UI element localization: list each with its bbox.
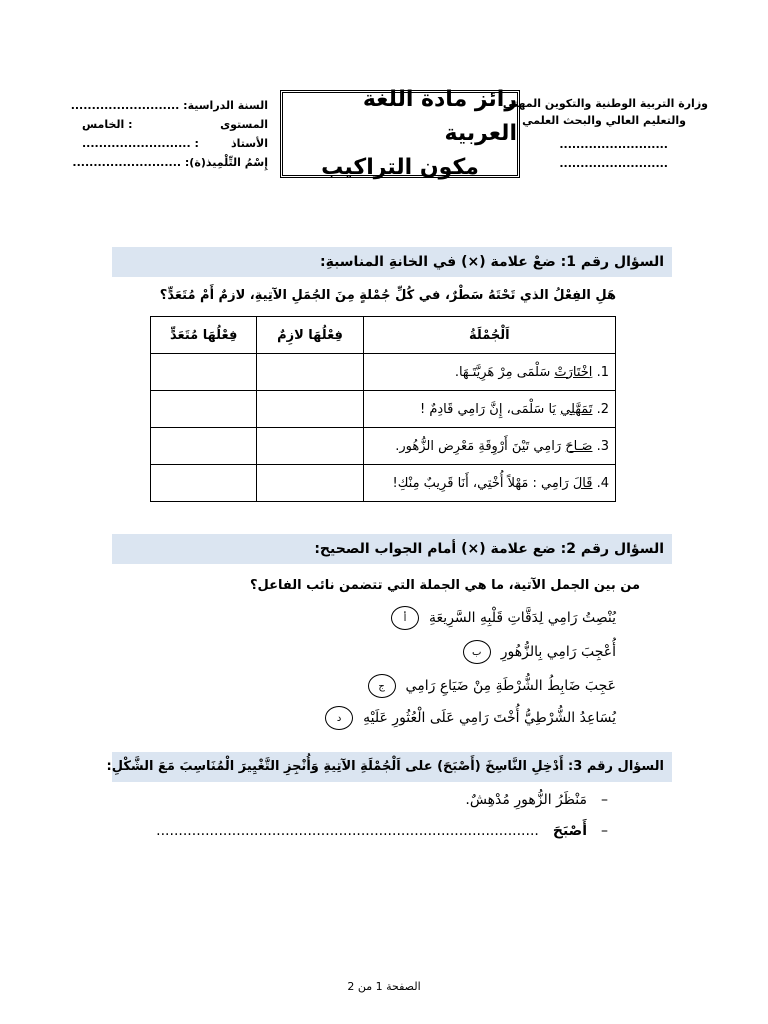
option-text: يُسَاعِدُ الشُّرْطِيُّ أُخْتَ رَامِي عَلَى الْعُثُورِ عَلَيْهِ: [363, 710, 616, 726]
field-label: المستوى: [220, 118, 268, 131]
q1-prompt: هَلِ الفِعْلُ الذي تَحْتَهُ سَطْرٌ، في كُلِّ جُمْلةٍ مِنَ الجُمَلِ الآتِيةِ، لازمٌ أَمْ مُتَعَدٍّ؟: [159, 288, 616, 303]
option-circle[interactable]: د: [325, 706, 353, 730]
field-value: : ..........................: [82, 137, 199, 150]
row-number: 1.: [596, 364, 609, 380]
option-circle[interactable]: ج: [368, 674, 396, 698]
table-row: [151, 428, 616, 465]
q2-prompt: من بين الجمل الآتية، ما هي الجملة التي تتضمن نائب الفاعل؟: [250, 578, 640, 593]
intransitive-checkbox-cell[interactable]: [257, 391, 363, 428]
q3-sentence: مَنْظَرُ الزُّهورِ مُدْهِشٌ.: [465, 792, 587, 808]
q2-option-a[interactable]: [391, 603, 616, 633]
sentence-cell: [363, 391, 615, 428]
row-number: 3.: [596, 438, 609, 454]
header-fields: [70, 98, 268, 171]
row-number: 2.: [596, 401, 609, 417]
q3-answer-label: أَصْبَحَ: [552, 823, 587, 839]
title-line-1: رائز مادة اللغة العربية: [362, 87, 517, 146]
sentence-cell: [363, 354, 615, 391]
q3-answer-line: [156, 823, 608, 839]
transitive-checkbox-cell[interactable]: [151, 354, 257, 391]
field-value: : ..........................: [70, 99, 188, 112]
col-sentence: اَلْجُمْلَةُ: [363, 317, 615, 354]
intransitive-checkbox-cell[interactable]: [257, 354, 363, 391]
table-row: [151, 465, 616, 502]
ministry-line-1: وزارة التربية الوطنية والتكوين المهني: [502, 97, 708, 110]
sentence-cell: [363, 465, 615, 502]
sentence-rest: يَا سَلْمَى، إِنَّ رَامِي قَادِمٌ !: [419, 401, 561, 417]
underlined-verb: قَالَ: [572, 475, 593, 491]
ministry-dots-2: ..........................: [559, 157, 668, 170]
underlined-verb: اِخْتَارَتْ: [554, 364, 593, 380]
title-line-2: مكون التراكيب: [321, 155, 479, 180]
ministry-dots-1: ..........................: [559, 138, 668, 151]
table-row: [151, 354, 616, 391]
field-label: الأستاذ: [230, 137, 268, 150]
field-level: [82, 117, 268, 133]
transitive-checkbox-cell[interactable]: [151, 391, 257, 428]
option-text: عَجِبَ ضَابِطُ الشُّرْطَةِ مِنْ ضَيَاعِ رَامِي: [405, 678, 616, 694]
q1-heading: السؤال رقم 1: ضعْ علامة (×) في الخانةِ المناسبةِ:: [112, 247, 672, 277]
field-label: إِسْمُ التِّلْمِيذ(ة): [189, 156, 268, 169]
option-text: يُنْصِتُ رَامِي لِدَقَّاتِ قَلْبِهِ السَّرِيعَةِ: [429, 610, 616, 626]
sentence-rest: رَامِي : مَهْلاً أُخْتِي، أَنَا قَرِيبٌ مِنْكِ!: [392, 475, 573, 491]
transitive-checkbox-cell[interactable]: [151, 428, 257, 465]
q2-option-c[interactable]: [368, 671, 616, 701]
field-teacher: [82, 136, 268, 152]
q2-option-b[interactable]: [463, 637, 616, 667]
q3-heading: السؤال رقم 3: أَدْخِلِ النَّاسِخَ (أَصْبَحَ) على اَلْجُمْلَةِ الآتِيةِ وَأُنْجِزِ التَّغْيِيرَ الْمُنَاسِبَ مَعَ الشَّكْلِ:: [112, 752, 672, 782]
sentence-cell: [363, 428, 615, 465]
q2-option-d[interactable]: [325, 703, 616, 733]
sentence-rest: رَامِي تَيْنَ أَرْوِقَةِ مَعْرِض الزُّهُور.: [395, 438, 566, 454]
field-value: : الخامس: [82, 118, 133, 131]
dash: –: [601, 792, 608, 808]
option-circle[interactable]: ب: [463, 640, 491, 664]
q1-table: [150, 316, 616, 502]
q3-answer-field[interactable]: ......................................................................................: [156, 823, 539, 839]
intransitive-checkbox-cell[interactable]: [257, 428, 363, 465]
title-box: [280, 87, 520, 180]
underlined-verb: صَـاحَ: [565, 438, 593, 454]
option-circle[interactable]: أ: [391, 606, 419, 630]
field-label: السنة الدراسية: [187, 99, 268, 112]
table-row: [151, 391, 616, 428]
field-school-year: [70, 98, 268, 114]
table-header-row: [151, 317, 616, 354]
intransitive-checkbox-cell[interactable]: [257, 465, 363, 502]
q2-heading: السؤال رقم 2: ضع علامة (×) أمام الجواب الصحيح:: [112, 534, 672, 564]
dash: –: [601, 823, 608, 839]
sentence-rest: سَلْمَى مِرْ هَرِيَّتَـهَا.: [454, 364, 555, 380]
col-intransitive: فِعْلُهَا لازِمٌ: [257, 317, 363, 354]
field-student-name: [72, 155, 268, 171]
underlined-verb: تَمَهَّلِي: [560, 401, 593, 417]
field-value: : ..........................: [72, 156, 190, 169]
q3-sentence-line: [465, 792, 608, 808]
option-text: أُعْجِبَ رَامِي بِالزُّهُورِ: [500, 644, 616, 660]
col-transitive: فِعْلُهَا مُتَعَدٍّ: [151, 317, 257, 354]
row-number: 4.: [596, 475, 609, 491]
transitive-checkbox-cell[interactable]: [151, 465, 257, 502]
page-number: الصفحة 1 من 2: [347, 980, 421, 993]
ministry-line-2: والتعليم العالي والبحث العلمي: [522, 114, 686, 127]
